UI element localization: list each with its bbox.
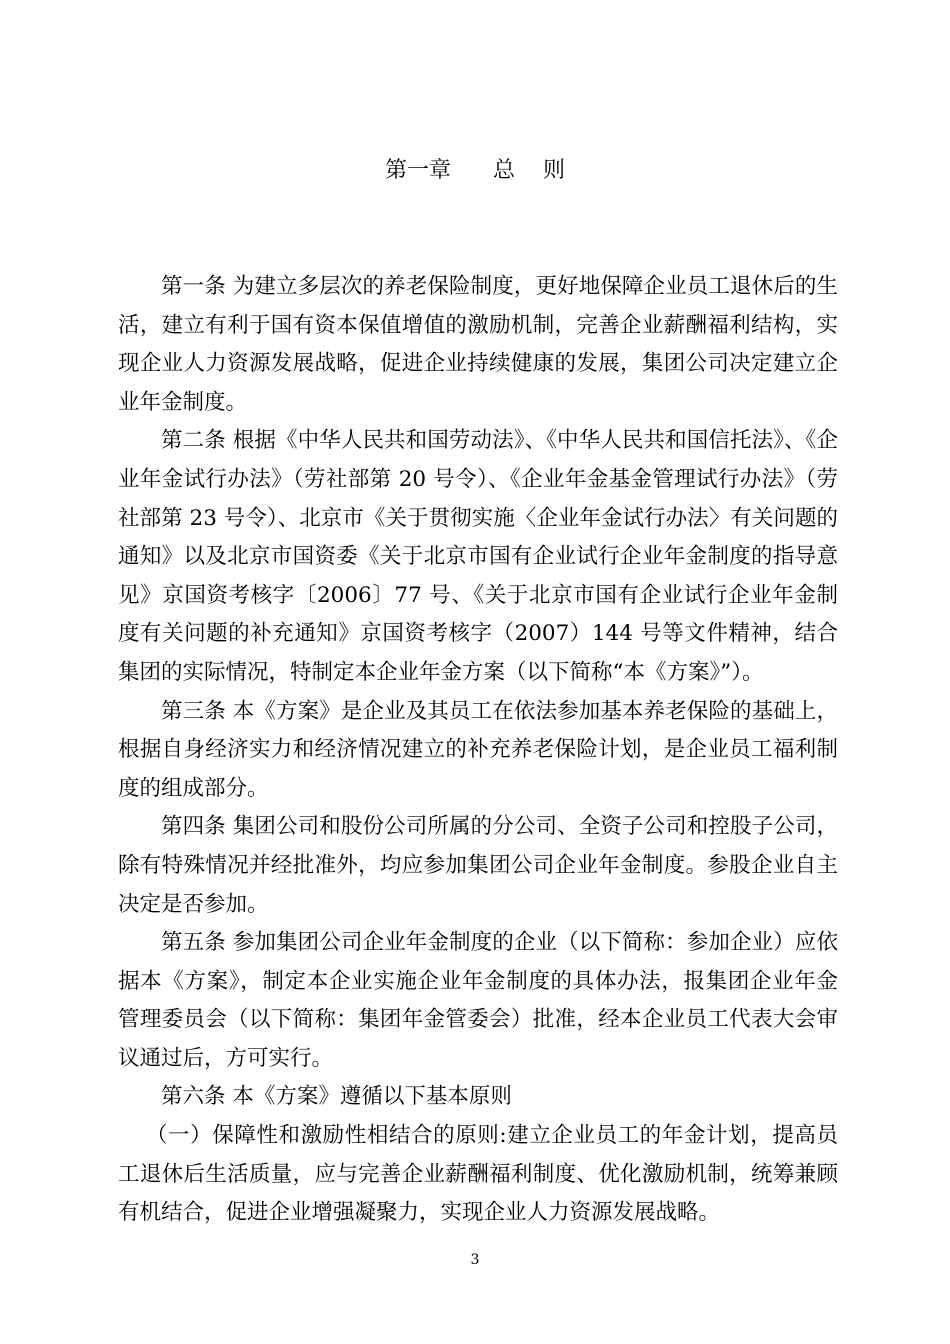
document-body (118, 268, 838, 1233)
principle-1-paragraph: （一）保障性和激励性相结合的原则:建立企业员工的年金计划，提高员工退休后生活质量，应与完善企业薪酬福利制度、优化激励机制，统筹兼顾有机结合，促进企业增强凝聚力，实现企业人力资源发展战略。 (118, 1123, 838, 1226)
article-4-paragraph: 第四条 集团公司和股份公司所属的分公司、全资子公司和控股子公司，除有特殊情况并经批准外，均应参加集团公司企业年金制度。参股企业自主决定是否参加。 (118, 814, 838, 917)
article-6-paragraph: 第六条 本《方案》遵循以下基本原则 (161, 1084, 512, 1110)
article-2-paragraph: 第二条 根据《中华人民共和国劳动法》、《中华人民共和国信托法》、《企业年金试行办法》（劳社部第 20 号令）、《企业年金基金管理试行办法》（劳社部第 23 号令）、北京市《关于贯彻实施〈企业年金试行办法〉有关问题的通知》以及北京市国资委《关于北京市国有企业试行企业年金制度的指导意见》京国资考核字〔2006〕77 号、《关于北京市国有企业试行企业年金制度有关问题的补充通知》京国资考核字（2007）144 号等文件精神，结合集团的实际情况，特制定本企业年金方案（以下简称“本《方案》”）。 (118, 428, 838, 685)
chapter-title: 第一章 总 则 (385, 158, 565, 183)
article-3-paragraph: 第三条 本《方案》是企业及其员工在依法参加基本养老保险的基础上，根据自身经济实力和经济情况建立的补充养老保险计划，是企业员工福利制度的组成部分。 (118, 698, 838, 801)
page-number: 3 (470, 1252, 480, 1268)
article-1-paragraph: 第一条 为建立多层次的养老保险制度，更好地保障企业员工退休后的生活，建立有利于国有资本保值增值的激励机制，完善企业薪酬福利结构，实现企业人力资源发展战略，促进企业持续健康的发展，集团公司决定建立企业年金制度。 (118, 274, 838, 415)
article-5-paragraph: 第五条 参加集团公司企业年金制度的企业（以下简称：参加企业）应依据本《方案》，制定本企业实施企业年金制度的具体办法，报集团企业年金管理委员会（以下简称：集团年金管委会）批准，经本企业员工代表大会审议通过后，方可实行。 (118, 930, 838, 1071)
